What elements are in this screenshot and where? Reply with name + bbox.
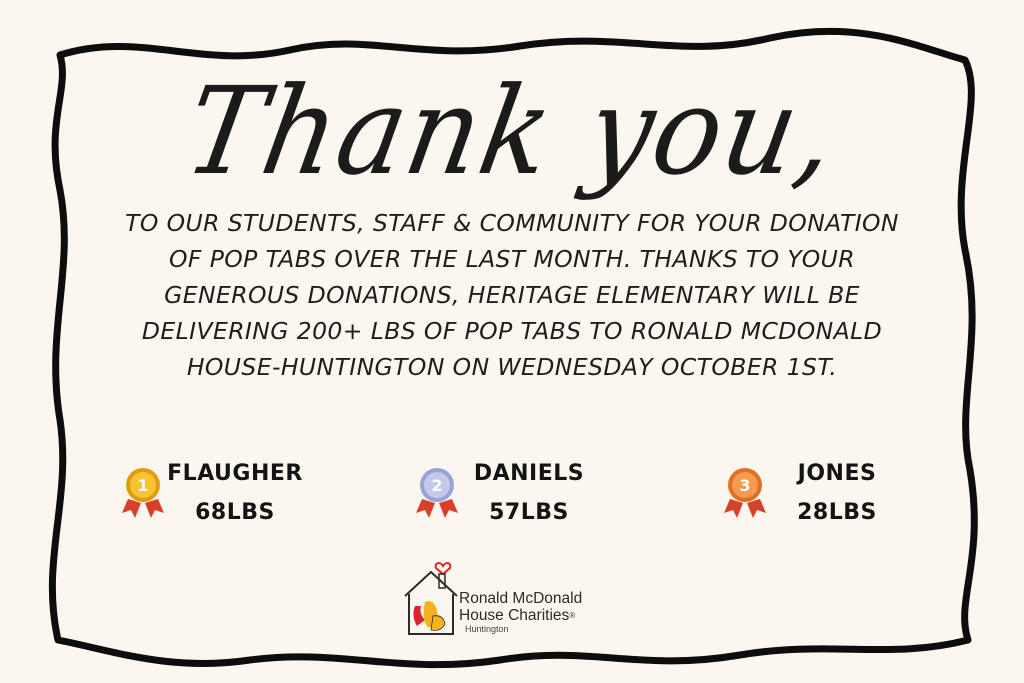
logo-line-1: Ronald McDonald <box>459 590 583 607</box>
rmhc-logo <box>403 556 623 638</box>
thank-you-message: TO OUR STUDENTS, STAFF & COMMUNITY FOR YOUR DONATION OF POP TABS OVER THE LAST MONTH. THANKS TO YOUR GENEROUS DONATIONS, HERITAGE ELEMENTARY WILL BE DELIVERING 200+ LBS OF POP TABS TO RONALD MCDONALD HOUSE-HUNTINGTON ON WEDNESDAY OCTOBER 1ST. <box>125 209 899 381</box>
winner-weight: 57LBS <box>489 500 569 525</box>
svg-text:2: 2 <box>431 476 443 495</box>
svg-text:3: 3 <box>739 476 751 495</box>
logo-line-2 <box>459 607 582 624</box>
winner-third-place <box>722 457 952 537</box>
logo-line-2-text: House Charities <box>459 607 570 624</box>
thank-you-title: Thank you, <box>175 61 849 203</box>
svg-text:1: 1 <box>137 476 149 495</box>
winner-name: JONES <box>797 461 877 486</box>
winner-first-place <box>120 457 350 537</box>
rmhc-house-logo-icon <box>403 556 459 638</box>
logo-subtitle: Huntington <box>465 624 509 634</box>
rmhc-logo-text <box>459 590 582 635</box>
winner-weight: 68LBS <box>195 500 275 525</box>
winner-weight: 28LBS <box>797 500 877 525</box>
winner-name: DANIELS <box>473 461 585 486</box>
registered-mark: ® <box>569 611 576 620</box>
winner-second-place <box>414 457 644 537</box>
winner-name: FLAUGHER <box>167 461 303 486</box>
